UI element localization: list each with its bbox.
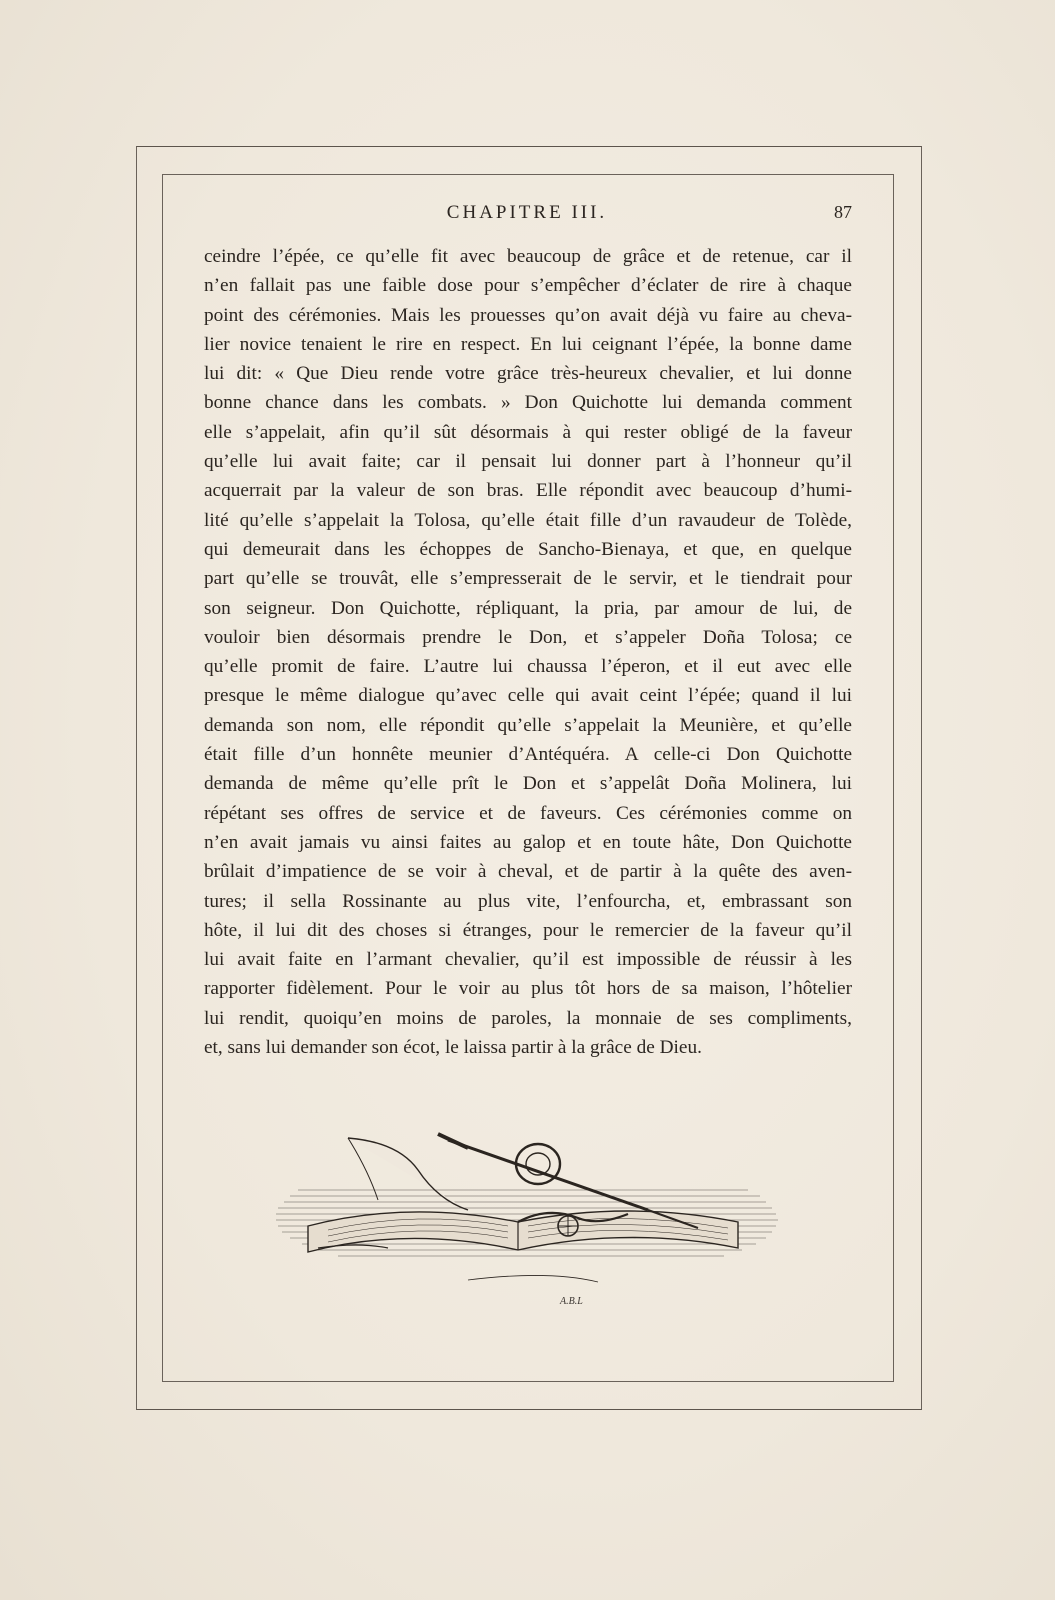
text-line: bonne chance dans les combats. » Don Quichotte lui demanda comment — [204, 392, 852, 414]
text-line: brûlait d’impatience de se voir à cheval, et de partir à la quête des aven- — [204, 861, 852, 883]
text-line: part qu’elle se trouvât, elle s’empresserait de le servir, et le tiendrait pour — [204, 568, 852, 590]
text-line: lui dit: « Que Dieu rende votre grâce très-heureux chevalier, et lui donne — [204, 363, 852, 385]
text-line: elle s’appelait, afin qu’il sût désormais à qui rester obligé de la faveur — [204, 421, 852, 443]
text-line: presque le même dialogue qu’avec celle qui avait ceint l’épée; quand il lui — [204, 685, 852, 707]
text-line: acquerrait par la valeur de son bras. Elle répondit avec beaucoup d’humi- — [204, 480, 852, 502]
page-number: 87 — [834, 202, 852, 222]
text-line: son seigneur. Don Quichotte, répliquant, la pria, par amour de lui, de — [204, 597, 852, 619]
text-line: demanda de même qu’elle prît le Don et s’appelât Doña Molinera, lui — [204, 773, 852, 795]
text-line: hôte, il lui dit des choses si étranges, pour le remercier de la faveur qu’il — [204, 919, 852, 941]
text-line: point des cérémonies. Mais les prouesses qu’on avait déjà vu faire au cheva- — [204, 304, 852, 326]
text-line: lui rendit, quoiqu’en moins de paroles, la monnaie de ses compliments, — [204, 1007, 852, 1029]
book-and-sword-vignette — [268, 1130, 788, 1306]
text-line: ceindre l’épée, ce qu’elle fit avec beaucoup de grâce et de retenue, car il — [204, 246, 852, 267]
text-line: rapporter fidèlement. Pour le voir au plus tôt hors de sa maison, l’hôtelier — [204, 978, 852, 1000]
chapter-title: CHAPITRE III. — [446, 202, 608, 223]
text-line: lité qu’elle s’appelait la Tolosa, qu’elle était fille d’un ravaudeur de Tolède, — [204, 509, 852, 531]
text-line: n’en avait jamais vu ainsi faites au galop et en toute hâte, Don Quichotte — [204, 831, 852, 853]
text-line: qu’elle lui avait faite; car il pensait lui donner part à l’honneur qu’il — [204, 451, 852, 473]
text-line: qu’elle promit de faire. L’autre lui chaussa l’éperon, et il eut avec elle — [204, 656, 852, 678]
text-line: demanda son nom, elle répondit qu’elle s’appelait la Meunière, et qu’elle — [204, 714, 852, 736]
text-line: était fille d’un honnête meunier d’Antéquéra. A celle-ci Don Quichotte — [204, 744, 852, 766]
engraver-signature: A.B.L — [560, 1296, 583, 1307]
text-line: et, sans lui demander son écot, le laissa partir à la grâce de Dieu. — [204, 1037, 702, 1059]
running-head — [162, 202, 892, 232]
text-line: répétant ses offres de service et de faveurs. Ces cérémonies comme on — [204, 802, 852, 824]
text-line: lier novice tenaient le rire en respect. En lui ceignant l’épée, la bonne dame — [204, 333, 852, 355]
text-line: lui avait faite en l’armant chevalier, qu’il est impossible de réussir à les — [204, 949, 852, 971]
text-line: n’en fallait pas une faible dose pour s’empêcher d’éclater de rire à chaque — [204, 275, 852, 297]
body-text — [204, 242, 852, 1062]
text-line: tures; il sella Rossinante au plus vite, l’enfourcha, et, embrassant son — [204, 890, 852, 912]
text-line: qui demeurait dans les échoppes de Sancho-Bienaya, et que, en quelque — [204, 538, 852, 560]
text-line: vouloir bien désormais prendre le Don, et s’appeler Doña Tolosa; ce — [204, 626, 852, 648]
